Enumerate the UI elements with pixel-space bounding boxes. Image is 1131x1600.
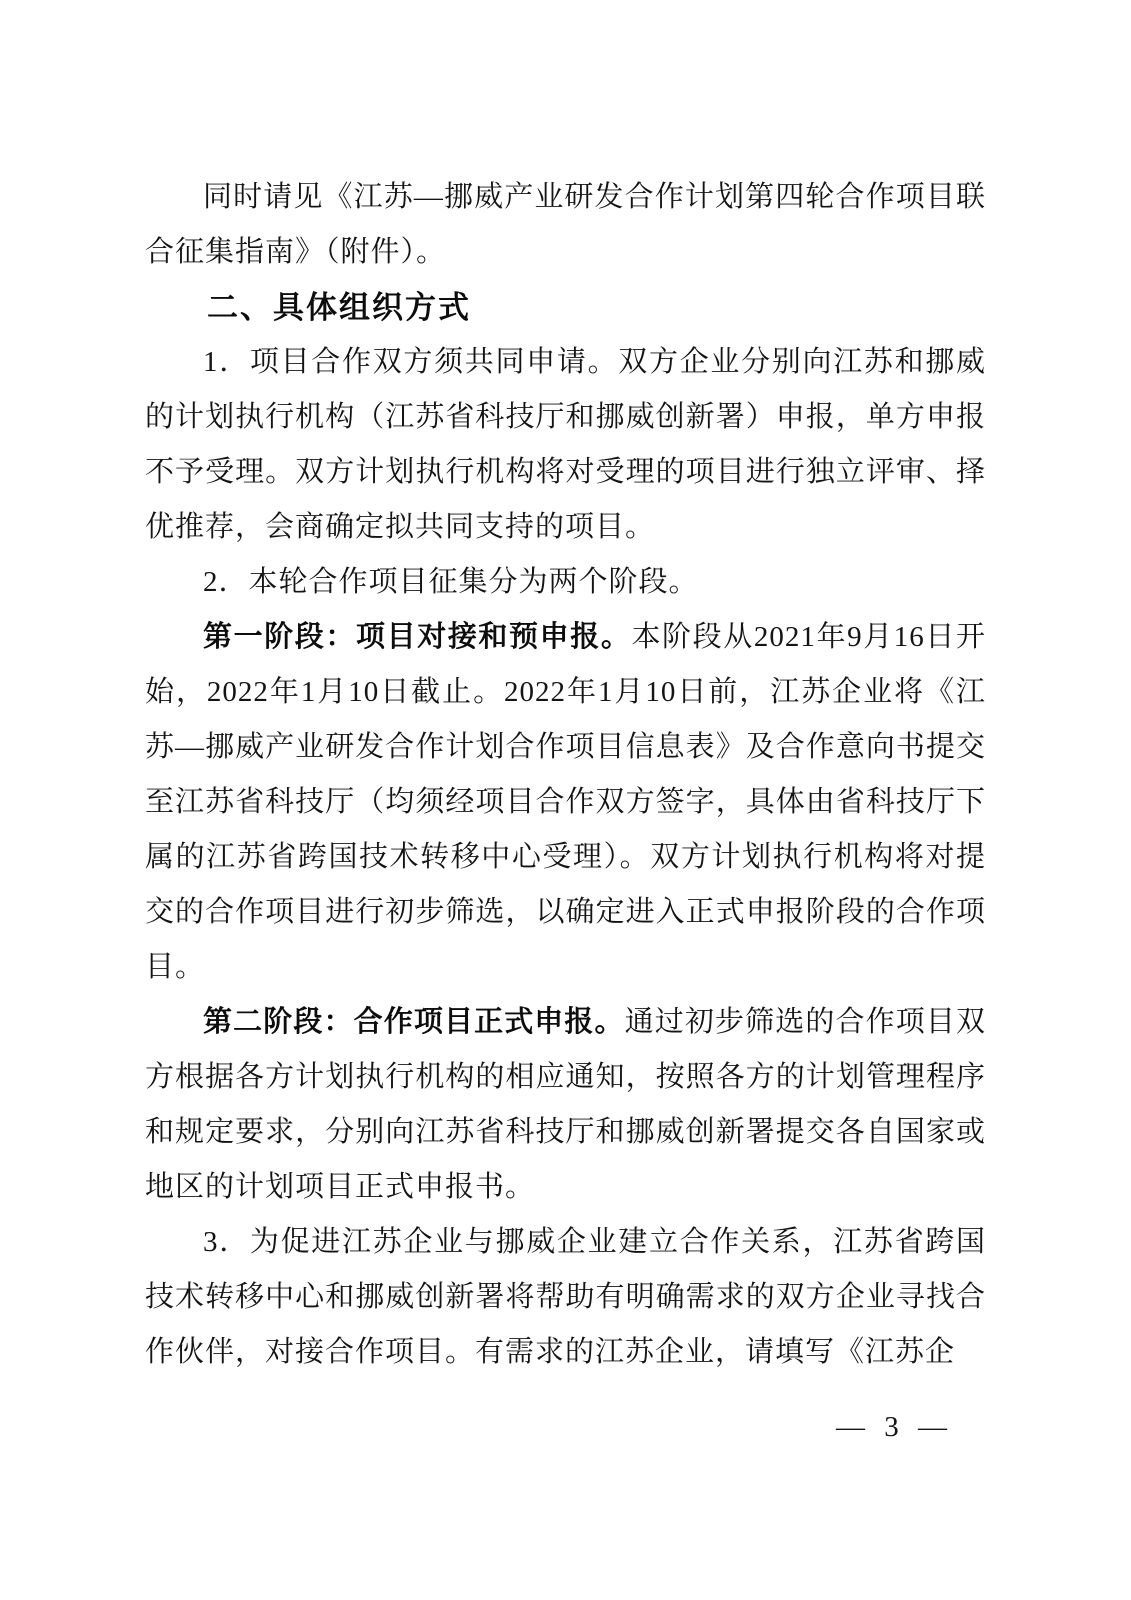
intro-paragraph: 同时请见《江苏—挪威产业研发合作计划第四轮合作项目联合征集指南》（附件）。	[145, 181, 986, 268]
paragraph-3: 3．为促进江苏企业与挪威企业建立合作关系，江苏省跨国技术转移中心和挪威创新署将帮助有明确需求的双方企业寻找合作伙伴，对接合作项目。有需求的江苏企业，请填写《江苏企	[145, 1226, 986, 1368]
paragraph-2: 2．本轮合作项目征集分为两个阶段。	[203, 566, 699, 598]
paragraph-1: 1．项目合作双方须共同申请。双方企业分别向江苏和挪威的计划执行机构（江苏省科技厅和挪威创新署）申报，单方申报不予受理。双方计划执行机构将对受理的项目进行独立评审、择优推荐，会商确定拟共同支持的项目。	[145, 346, 986, 543]
stage-1-paragraph	[145, 610, 986, 995]
stage-1-body: 本阶段从2021年9月16日开始，2022年1月10日截止。2022年1月10日前，江苏企业将《江苏—挪威产业研发合作计划合作项目信息表》及合作意向书提交至江苏省科技厅（均须经项目合作双方签字，具体由省科技厅下属的江苏省跨国技术转移中心受理）。双方计划执行机构将对提交的合作项目进行初步筛选，以确定进入正式申报阶段的合作项目。	[145, 621, 986, 983]
stage-2-lead: 第二阶段：合作项目正式申报。	[203, 1006, 625, 1038]
page-number: — 3 —	[836, 1411, 953, 1443]
section-heading: 二、具体组织方式	[207, 290, 471, 325]
document-body	[145, 170, 986, 1380]
stage-2-paragraph	[145, 995, 986, 1215]
stage-1-lead: 第一阶段：项目对接和预申报。	[203, 621, 632, 653]
stage-2-body: 通过初步筛选的合作项目双方根据各方计划执行机构的相应通知，按照各方的计划管理程序和规定要求，分别向江苏省科技厅和挪威创新署提交各自国家或地区的计划项目正式申报书。	[145, 1006, 986, 1203]
